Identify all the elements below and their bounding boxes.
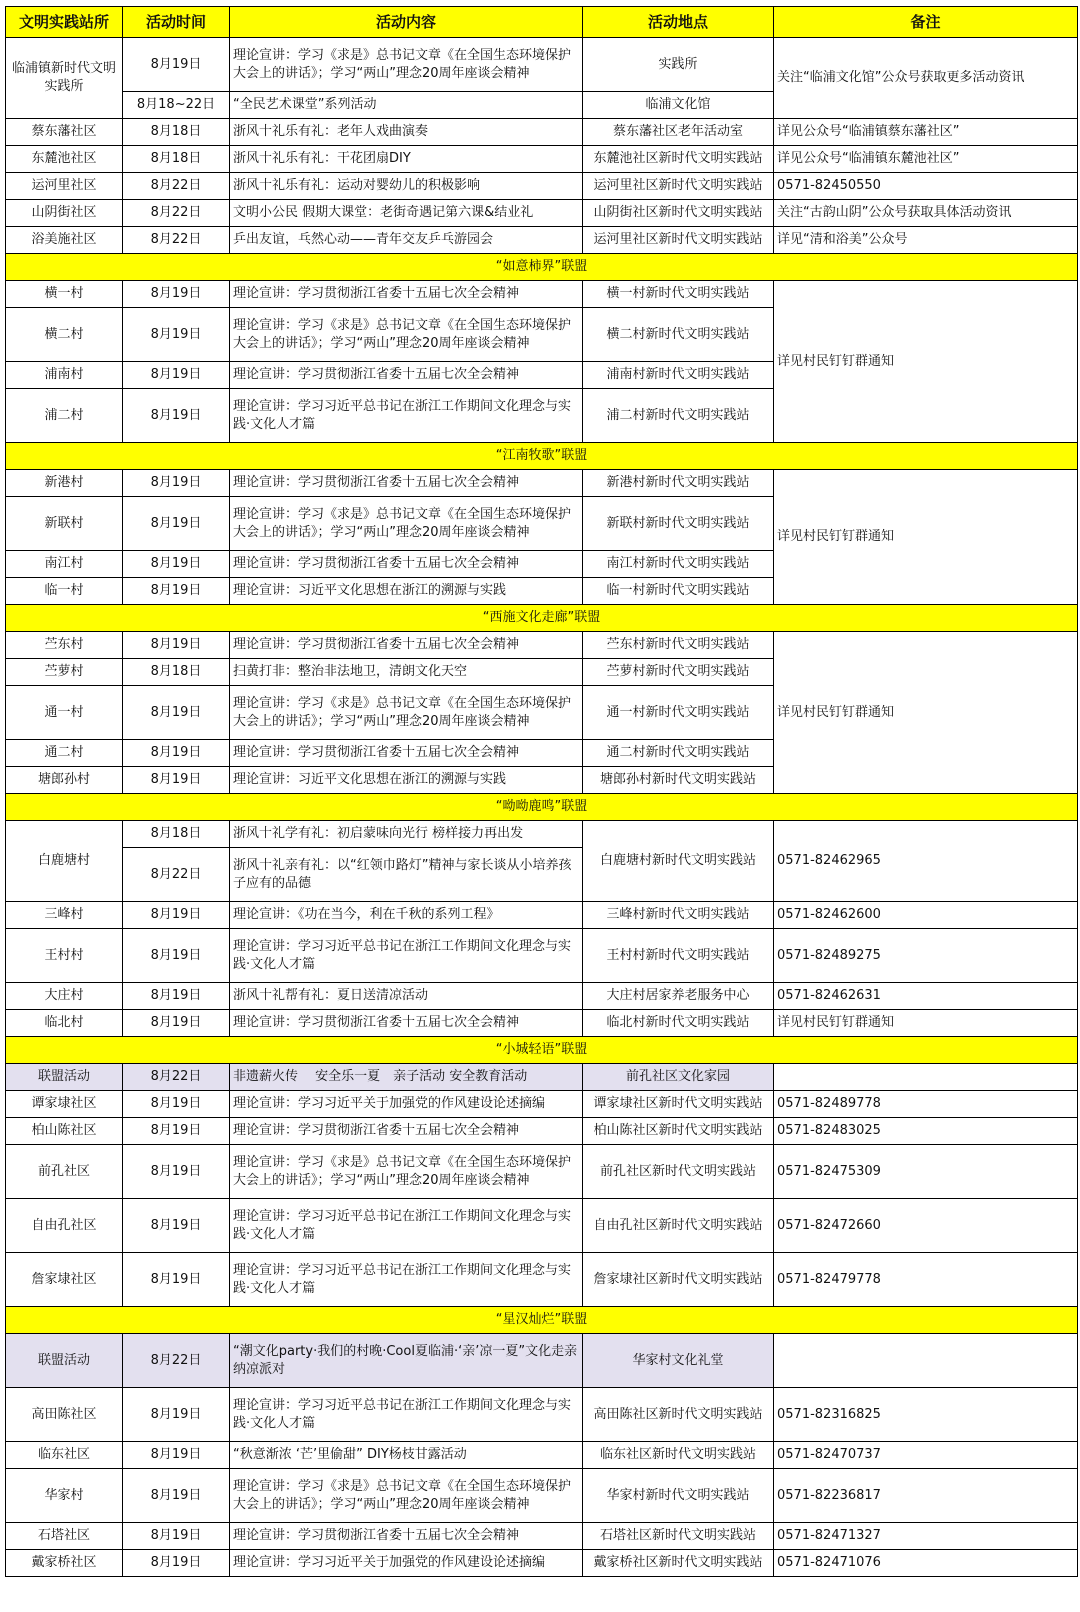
time-cell: 8月19日 <box>123 389 230 443</box>
table-row <box>6 632 1078 659</box>
location-cell: 塘郎孙村新时代文明实践站 <box>583 767 774 794</box>
location-cell: 横一村新时代文明实践站 <box>583 281 774 308</box>
table-row <box>6 1199 1078 1253</box>
station-cell: 戴家桥社区 <box>6 1550 123 1577</box>
time-cell: 8月18~22日 <box>123 92 230 119</box>
station-cell: 华家村 <box>6 1469 123 1523</box>
location-cell: 临一村新时代文明实践站 <box>583 578 774 605</box>
location-cell: 柏山陈社区新时代文明实践站 <box>583 1118 774 1145</box>
content-cell: 理论宣讲：学习贯彻浙江省委十五届七次全会精神 <box>230 1118 583 1145</box>
table-row <box>6 983 1078 1010</box>
remarks-cell: 详见村民钉钉群通知 <box>774 281 1078 443</box>
table-row <box>6 1442 1078 1469</box>
station-cell: 临浦镇新时代文明实践所 <box>6 38 123 119</box>
table-row <box>6 146 1078 173</box>
content-cell: 理论宣讲：学习《求是》总书记文章《在全国生态环境保护大会上的讲话》；学习“两山”理念20周年座谈会精神 <box>230 497 583 551</box>
content-cell: 理论宣讲：学习习近平总书记在浙江工作期间文化理念与实践·文化人才篇 <box>230 1199 583 1253</box>
time-cell: 8月19日 <box>123 551 230 578</box>
remarks-cell: 0571-82472660 <box>774 1199 1078 1253</box>
alliance-title: “呦呦鹿鸣”联盟 <box>6 794 1078 821</box>
remarks-cell: 0571-82316825 <box>774 1388 1078 1442</box>
header-remarks: 备注 <box>774 7 1078 38</box>
content-cell: 非遗薪火传 安全乐一夏 亲子活动 安全教育活动 <box>230 1064 583 1091</box>
remarks-cell: 0571-82470737 <box>774 1442 1078 1469</box>
content-cell: 理论宣讲：学习《求是》总书记文章《在全国生态环境保护大会上的讲话》；学习“两山”理念20周年座谈会精神 <box>230 1469 583 1523</box>
alliance-title: “江南牧歌”联盟 <box>6 443 1078 470</box>
time-cell: 8月19日 <box>123 362 230 389</box>
alliance-activity-row <box>6 1064 1078 1091</box>
alliance-section-row <box>6 794 1078 821</box>
station-cell: 通二村 <box>6 740 123 767</box>
time-cell: 8月19日 <box>123 308 230 362</box>
station-cell: 浦二村 <box>6 389 123 443</box>
content-cell: 扫黄打非：整治非法地卫，清朗文化天空 <box>230 659 583 686</box>
station-cell: 浦南村 <box>6 362 123 389</box>
content-cell: 理论宣讲：学习习近平总书记在浙江工作期间文化理念与实践·文化人才篇 <box>230 1388 583 1442</box>
station-cell: 谭家埭社区 <box>6 1091 123 1118</box>
table-row <box>6 1469 1078 1523</box>
station-cell: 运河里社区 <box>6 173 123 200</box>
time-cell: 8月19日 <box>123 1388 230 1442</box>
station-cell: 浴美施社区 <box>6 227 123 254</box>
content-cell: “全民艺术课堂”系列活动 <box>230 92 583 119</box>
table-row <box>6 1145 1078 1199</box>
table-row <box>6 1118 1078 1145</box>
location-cell: 詹家埭社区新时代文明实践站 <box>583 1253 774 1307</box>
table-row <box>6 1253 1078 1307</box>
remarks-cell: 0571-82489778 <box>774 1091 1078 1118</box>
location-cell: 通二村新时代文明实践站 <box>583 740 774 767</box>
station-cell: 苎萝村 <box>6 659 123 686</box>
remarks-cell: 0571-82475309 <box>774 1145 1078 1199</box>
remarks-cell: 详见村民钉钉群通知 <box>774 470 1078 605</box>
remarks-cell: 0571-82479778 <box>774 1253 1078 1307</box>
content-cell: 理论宣讲：学习《求是》总书记文章《在全国生态环境保护大会上的讲话》；学习“两山”理念20周年座谈会精神 <box>230 38 583 92</box>
location-cell: 浦南村新时代文明实践站 <box>583 362 774 389</box>
content-cell: 文明小公民 假期大课堂：老街奇遇记第六课&结业礼 <box>230 200 583 227</box>
content-cell: 乒出友谊，乓然心动——青年交友乒乓游园会 <box>230 227 583 254</box>
time-cell: 8月19日 <box>123 686 230 740</box>
time-cell: 8月18日 <box>123 119 230 146</box>
location-cell: 东麓池社区新时代文明实践站 <box>583 146 774 173</box>
time-cell: 8月19日 <box>123 983 230 1010</box>
table-row <box>6 1388 1078 1442</box>
station-cell: 王村村 <box>6 929 123 983</box>
station-cell: 临一村 <box>6 578 123 605</box>
content-cell: 理论宣讲：学习习近平总书记在浙江工作期间文化理念与实践·文化人才篇 <box>230 1253 583 1307</box>
content-cell: 理论宣讲：习近平文化思想在浙江的溯源与实践 <box>230 578 583 605</box>
location-cell: 前孔社区新时代文明实践站 <box>583 1145 774 1199</box>
location-cell: 运河里社区新时代文明实践站 <box>583 173 774 200</box>
time-cell: 8月18日 <box>123 821 230 848</box>
remarks-cell: 0571-82471327 <box>774 1523 1078 1550</box>
time-cell: 8月22日 <box>123 1334 230 1388</box>
alliance-title: “如意柿界”联盟 <box>6 254 1078 281</box>
location-cell: 新联村新时代文明实践站 <box>583 497 774 551</box>
table-row <box>6 1091 1078 1118</box>
location-cell: 实践所 <box>583 38 774 92</box>
remarks-cell: 关注“临浦文化馆”公众号获取更多活动资讯 <box>774 38 1078 119</box>
location-cell: 蔡东藩社区老年活动室 <box>583 119 774 146</box>
location-cell: 山阴街社区新时代文明实践站 <box>583 200 774 227</box>
alliance-section-row <box>6 254 1078 281</box>
station-cell: 塘郎孙村 <box>6 767 123 794</box>
location-cell: 王村村新时代文明实践站 <box>583 929 774 983</box>
alliance-activity-row <box>6 1334 1078 1388</box>
remarks-cell: 0571-82489275 <box>774 929 1078 983</box>
location-cell: 戴家桥社区新时代文明实践站 <box>583 1550 774 1577</box>
content-cell: 理论宣讲：学习《求是》总书记文章《在全国生态环境保护大会上的讲话》；学习“两山”理念20周年座谈会精神 <box>230 1145 583 1199</box>
time-cell: 8月19日 <box>123 470 230 497</box>
location-cell: 华家村文化礼堂 <box>583 1334 774 1388</box>
station-cell: 新港村 <box>6 470 123 497</box>
table-row <box>6 929 1078 983</box>
table-row <box>6 173 1078 200</box>
alliance-title: “小城轻语”联盟 <box>6 1037 1078 1064</box>
table-row <box>6 119 1078 146</box>
station-cell: 山阴街社区 <box>6 200 123 227</box>
location-cell: 白鹿塘村新时代文明实践站 <box>583 821 774 902</box>
content-cell: 理论宣讲：学习习近平关于加强党的作风建设论述摘编 <box>230 1091 583 1118</box>
alliance-section-row <box>6 1037 1078 1064</box>
table-row <box>6 227 1078 254</box>
time-cell: 8月19日 <box>123 497 230 551</box>
location-cell: 通一村新时代文明实践站 <box>583 686 774 740</box>
location-cell: 三峰村新时代文明实践站 <box>583 902 774 929</box>
time-cell: 8月18日 <box>123 146 230 173</box>
location-cell: 临北村新时代文明实践站 <box>583 1010 774 1037</box>
time-cell: 8月19日 <box>123 1199 230 1253</box>
remarks-cell: 详见“清和浴美”公众号 <box>774 227 1078 254</box>
alliance-section-row <box>6 443 1078 470</box>
content-cell: 浙风十礼学有礼：初启蒙味向光行 榜样接力再出发 <box>230 821 583 848</box>
table-row <box>6 1550 1078 1577</box>
table-row <box>6 38 1078 92</box>
remarks-cell: 0571-82483025 <box>774 1118 1078 1145</box>
remarks-cell: 0571-82450550 <box>774 173 1078 200</box>
location-cell: 临东社区新时代文明实践站 <box>583 1442 774 1469</box>
station-cell: 石塔社区 <box>6 1523 123 1550</box>
content-cell: 理论宣讲：学习《求是》总书记文章《在全国生态环境保护大会上的讲话》；学习“两山”理念20周年座谈会精神 <box>230 308 583 362</box>
station-cell: 临东社区 <box>6 1442 123 1469</box>
remarks-cell: 0571-82471076 <box>774 1550 1078 1577</box>
time-cell: 8月22日 <box>123 200 230 227</box>
alliance-title: “西施文化走廊”联盟 <box>6 605 1078 632</box>
remarks-cell: 详见村民钉钉群通知 <box>774 1010 1078 1037</box>
table-row <box>6 821 1078 848</box>
station-cell: 横一村 <box>6 281 123 308</box>
content-cell: 理论宣讲：学习习近平总书记在浙江工作期间文化理念与实践·文化人才篇 <box>230 389 583 443</box>
remarks-cell <box>774 1334 1078 1388</box>
content-cell: 理论宣讲：习近平文化思想在浙江的溯源与实践 <box>230 767 583 794</box>
header-time: 活动时间 <box>123 7 230 38</box>
table-row <box>6 902 1078 929</box>
time-cell: 8月19日 <box>123 902 230 929</box>
time-cell: 8月18日 <box>123 659 230 686</box>
station-cell: 苎东村 <box>6 632 123 659</box>
station-cell: 临北村 <box>6 1010 123 1037</box>
time-cell: 8月22日 <box>123 227 230 254</box>
time-cell: 8月19日 <box>123 632 230 659</box>
header-station: 文明实践站所 <box>6 7 123 38</box>
content-cell: 理论宣讲：学习贯彻浙江省委十五届七次全会精神 <box>230 470 583 497</box>
station-cell: 大庄村 <box>6 983 123 1010</box>
time-cell: 8月19日 <box>123 38 230 92</box>
alliance-title: “星汉灿烂”联盟 <box>6 1307 1078 1334</box>
table-body <box>6 38 1078 1577</box>
content-cell: 理论宣讲：学习贯彻浙江省委十五届七次全会精神 <box>230 362 583 389</box>
location-cell: 大庄村居家养老服务中心 <box>583 983 774 1010</box>
location-cell: 横二村新时代文明实践站 <box>583 308 774 362</box>
station-cell: 自由孔社区 <box>6 1199 123 1253</box>
remarks-cell: 0571-82236817 <box>774 1469 1078 1523</box>
time-cell: 8月19日 <box>123 1442 230 1469</box>
alliance-section-row <box>6 1307 1078 1334</box>
activity-schedule-table <box>5 6 1078 1577</box>
location-cell: 石塔社区新时代文明实践站 <box>583 1523 774 1550</box>
remarks-cell: 0571-82462600 <box>774 902 1078 929</box>
time-cell: 8月22日 <box>123 173 230 200</box>
station-cell: 南江村 <box>6 551 123 578</box>
content-cell: 浙风十礼乐有礼：干花团扇DIY <box>230 146 583 173</box>
content-cell: 浙风十礼乐有礼：老年人戏曲演奏 <box>230 119 583 146</box>
content-cell: 理论宣讲：《功在当今，利在千秋的系列工程》 <box>230 902 583 929</box>
location-cell: 前孔社区文化家园 <box>583 1064 774 1091</box>
time-cell: 8月19日 <box>123 1523 230 1550</box>
table-row <box>6 200 1078 227</box>
time-cell: 8月19日 <box>123 1145 230 1199</box>
location-cell: 新港村新时代文明实践站 <box>583 470 774 497</box>
station-cell: 柏山陈社区 <box>6 1118 123 1145</box>
station-cell: 三峰村 <box>6 902 123 929</box>
station-cell: 联盟活动 <box>6 1334 123 1388</box>
location-cell: 南江村新时代文明实践站 <box>583 551 774 578</box>
header-location: 活动地点 <box>583 7 774 38</box>
table-row <box>6 1523 1078 1550</box>
remarks-cell <box>774 1064 1078 1091</box>
time-cell: 8月19日 <box>123 1091 230 1118</box>
location-cell: 自由孔社区新时代文明实践站 <box>583 1199 774 1253</box>
station-cell: 东麓池社区 <box>6 146 123 173</box>
content-cell: “秋意渐浓 ‘芒’里偷甜” DIY杨枝甘露活动 <box>230 1442 583 1469</box>
station-cell: 前孔社区 <box>6 1145 123 1199</box>
time-cell: 8月19日 <box>123 1118 230 1145</box>
station-cell: 詹家埭社区 <box>6 1253 123 1307</box>
location-cell: 谭家埭社区新时代文明实践站 <box>583 1091 774 1118</box>
station-cell: 白鹿塘村 <box>6 821 123 902</box>
remarks-cell: 关注“古韵山阴”公众号获取具体活动资讯 <box>774 200 1078 227</box>
location-cell: 高田陈社区新时代文明实践站 <box>583 1388 774 1442</box>
location-cell: 苎萝村新时代文明实践站 <box>583 659 774 686</box>
content-cell: 理论宣讲：学习贯彻浙江省委十五届七次全会精神 <box>230 632 583 659</box>
station-cell: 联盟活动 <box>6 1064 123 1091</box>
time-cell: 8月19日 <box>123 1010 230 1037</box>
header-row <box>6 7 1078 38</box>
time-cell: 8月19日 <box>123 1253 230 1307</box>
content-cell: 理论宣讲：学习贯彻浙江省委十五届七次全会精神 <box>230 1523 583 1550</box>
content-cell: 理论宣讲：学习贯彻浙江省委十五届七次全会精神 <box>230 740 583 767</box>
content-cell: “潮文化party·我们的村晚·Cool夏临浦·‘亲’凉一夏”文化走亲纳凉派对 <box>230 1334 583 1388</box>
content-cell: 理论宣讲：学习贯彻浙江省委十五届七次全会精神 <box>230 1010 583 1037</box>
remarks-cell: 详见公众号“临浦镇蔡东藩社区” <box>774 119 1078 146</box>
location-cell: 浦二村新时代文明实践站 <box>583 389 774 443</box>
location-cell: 苎东村新时代文明实践站 <box>583 632 774 659</box>
table-row <box>6 470 1078 497</box>
content-cell: 理论宣讲：学习《求是》总书记文章《在全国生态环境保护大会上的讲话》；学习“两山”理念20周年座谈会精神 <box>230 686 583 740</box>
station-cell: 高田陈社区 <box>6 1388 123 1442</box>
time-cell: 8月19日 <box>123 1550 230 1577</box>
time-cell: 8月22日 <box>123 848 230 902</box>
content-cell: 理论宣讲：学习贯彻浙江省委十五届七次全会精神 <box>230 281 583 308</box>
time-cell: 8月19日 <box>123 767 230 794</box>
alliance-section-row <box>6 605 1078 632</box>
remarks-cell: 0571-82462965 <box>774 821 1078 902</box>
time-cell: 8月19日 <box>123 740 230 767</box>
time-cell: 8月19日 <box>123 281 230 308</box>
time-cell: 8月19日 <box>123 1469 230 1523</box>
station-cell: 横二村 <box>6 308 123 362</box>
station-cell: 通一村 <box>6 686 123 740</box>
content-cell: 浙风十礼亲有礼：以“红领巾路灯”精神与家长谈从小培养孩子应有的品德 <box>230 848 583 902</box>
remarks-cell: 0571-82462631 <box>774 983 1078 1010</box>
content-cell: 理论宣讲：学习习近平总书记在浙江工作期间文化理念与实践·文化人才篇 <box>230 929 583 983</box>
table-row <box>6 281 1078 308</box>
location-cell: 华家村新时代文明实践站 <box>583 1469 774 1523</box>
table-row <box>6 1010 1078 1037</box>
remarks-cell: 详见公众号“临浦镇东麓池社区” <box>774 146 1078 173</box>
time-cell: 8月19日 <box>123 929 230 983</box>
content-cell: 浙风十礼乐有礼：运动对婴幼儿的积极影响 <box>230 173 583 200</box>
time-cell: 8月22日 <box>123 1064 230 1091</box>
station-cell: 新联村 <box>6 497 123 551</box>
time-cell: 8月19日 <box>123 578 230 605</box>
station-cell: 蔡东藩社区 <box>6 119 123 146</box>
location-cell: 临浦文化馆 <box>583 92 774 119</box>
header-content: 活动内容 <box>230 7 583 38</box>
content-cell: 理论宣讲：学习贯彻浙江省委十五届七次全会精神 <box>230 551 583 578</box>
location-cell: 运河里社区新时代文明实践站 <box>583 227 774 254</box>
content-cell: 理论宣讲：学习习近平关于加强党的作风建设论述摘编 <box>230 1550 583 1577</box>
content-cell: 浙风十礼帮有礼：夏日送清凉活动 <box>230 983 583 1010</box>
remarks-cell: 详见村民钉钉群通知 <box>774 632 1078 794</box>
